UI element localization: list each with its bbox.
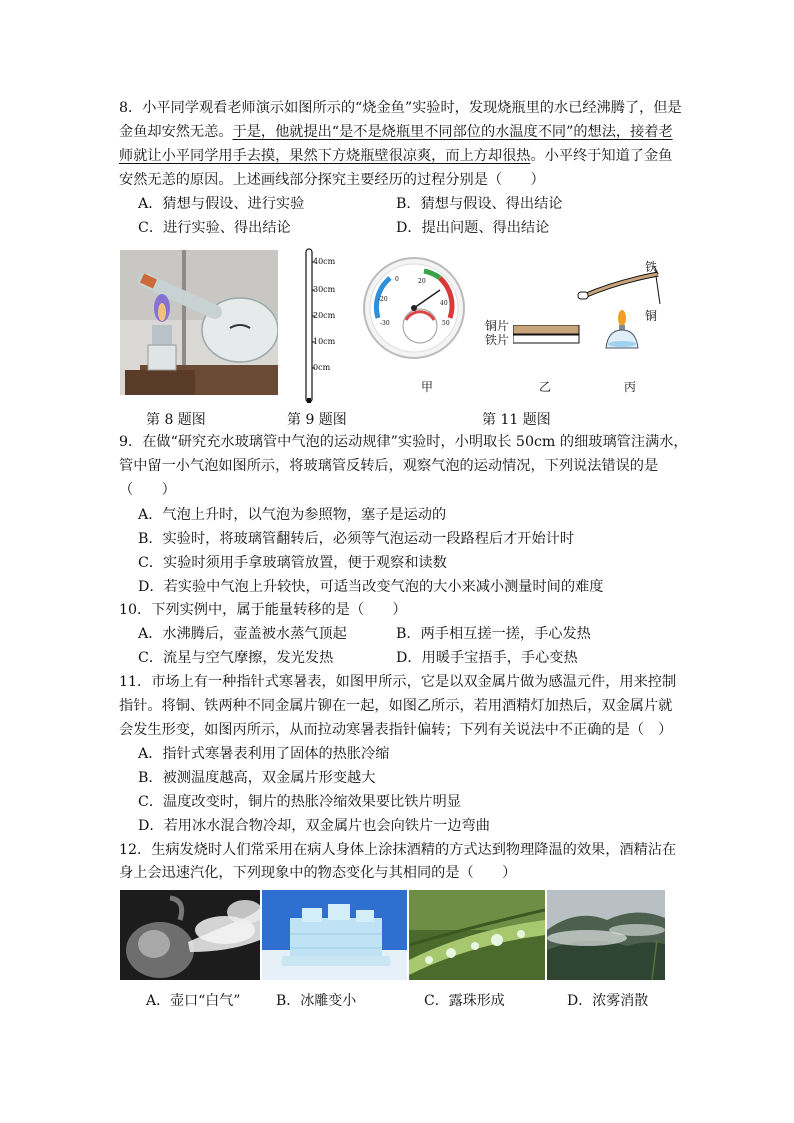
q11-line1: 11．市场上有一种指针式寒暑表，如图甲所示，它是以双金属片做为感温元件，用来控制 xyxy=(119,674,677,690)
q8-line2 xyxy=(119,122,673,142)
q9-line1: 9．在做“研究充水玻璃管中气泡的运动规律”实验时，小明取长 50cm 的细玻璃管注满水， xyxy=(119,434,688,450)
glass-tube-ruler xyxy=(305,248,345,404)
q8-option-c: C．进行实验、得出结论 xyxy=(138,220,291,236)
gauge-label-minus20: -20 xyxy=(378,296,388,303)
gauge-label-50: 50 xyxy=(442,320,450,327)
q9-line3: （ ） xyxy=(119,482,176,498)
ruler-40: 40cm xyxy=(313,257,336,266)
q12-line2: 身上会迅速汽化，下列现象中的物态变化与其相同的是（ ） xyxy=(119,865,517,881)
q10-option-a: A．水沸腾后，壶盖被水蒸气顶起 xyxy=(138,626,347,642)
q9-line2: 管中留一小气泡如图所示，将玻璃管反转后，观察气泡的运动情况，下列说法错误的是 xyxy=(119,458,659,474)
goldfish-flask-photo xyxy=(120,250,278,395)
q12-line1: 12．生病发烧时人们常采用在病人身体上涂抹酒精的方式达到物理降温的效果，酒精沾在 xyxy=(119,842,677,858)
label-copper-sheet: 铜片 xyxy=(485,319,510,333)
hygrothermometer-gauge xyxy=(362,256,466,360)
label-bing: 丙 xyxy=(624,380,637,394)
caption-q9: 第 9 题图 xyxy=(287,412,347,428)
q9-option-b: B．实验时，将玻璃管翻转后，必须等气泡运动一段路程后才开始计时 xyxy=(138,531,575,547)
q9-option-d: D．若实验中气泡上升较快，可适当改变气泡的大小来减小测量时间的难度 xyxy=(138,579,604,595)
q12-option-d: D．浓雾消散 xyxy=(567,993,649,1009)
ruler-20: 20cm xyxy=(313,311,336,320)
q8-line1: 8．小平同学观看老师演示如图所示的“烧金鱼”实验时，发现烧瓶里的水已经沸腾了，但是 xyxy=(119,100,682,116)
q8-line2-a: 金鱼却安然无恙。 xyxy=(119,124,233,140)
label-yi: 乙 xyxy=(539,380,552,394)
gauge-label-minus30: -30 xyxy=(380,320,390,327)
q8-option-b: B．猜想与假设、得出结论 xyxy=(396,196,563,212)
kettle-steam-photo xyxy=(120,890,260,980)
q10-option-d: D．用暖手宝捂手，手心变热 xyxy=(396,650,578,666)
q8-option-a: A．猜想与假设、进行实验 xyxy=(138,196,305,212)
ice-sculpture-photo xyxy=(262,890,407,980)
label-iron: 铁 xyxy=(645,260,658,274)
q10-option-b: B．两手相互搓一搓，手心发热 xyxy=(396,626,591,642)
q8-underline-hypothesis: 于是，他就提出“是不是烧瓶里不同部位的水温度不同”的想法，接着老 xyxy=(232,124,673,140)
gauge-label-20: 20 xyxy=(418,278,426,285)
q8-underline-experiment: 师就让小平同学用手去摸，果然下方烧瓶壁很凉爽，而上方却很热 xyxy=(119,148,531,164)
q8-option-d: D．提出问题、得出结论 xyxy=(396,220,550,236)
label-copper: 铜 xyxy=(645,309,658,323)
ruler-0: 0cm xyxy=(313,363,331,372)
q8-line3-b: 。小平终于知道了金鱼 xyxy=(530,148,673,164)
ruler-10: 10cm xyxy=(313,337,336,346)
ruler-30: 30cm xyxy=(313,285,336,294)
q11-option-b: B．被测温度越高，双金属片形变越大 xyxy=(138,770,376,786)
label-jia: 甲 xyxy=(421,380,434,394)
q12-option-a: A．壶口“白气” xyxy=(146,993,241,1009)
q9-option-c: C．实验时须用手拿玻璃管放置，便于观察和读数 xyxy=(138,555,447,571)
q12-option-b: B．冰雕变小 xyxy=(276,993,357,1009)
q8-line3 xyxy=(119,146,672,166)
gauge-label-40: 40 xyxy=(440,300,448,307)
fog-mountain-photo xyxy=(547,890,665,980)
gauge-label-0: 0 xyxy=(395,276,399,283)
label-iron-sheet: 铁片 xyxy=(485,333,510,347)
q10-option-c: C．流星与空气摩擦，发光发热 xyxy=(138,650,334,666)
q9-option-a: A．气泡上升时，以气泡为参照物，塞子是运动的 xyxy=(138,507,447,523)
caption-q8: 第 8 题图 xyxy=(146,412,206,428)
q11-option-a: A．指针式寒暑表利用了固体的热胀冷缩 xyxy=(138,746,390,762)
q11-line2: 指针。将铜、铁两种不同金属片铆在一起，如图乙所示，若用酒精灯加热后，双金属片就 xyxy=(119,698,673,714)
q8-line4: 安然无恙的原因。上述画线部分探究主要经历的过程分别是（ ） xyxy=(119,172,545,188)
q11-option-c: C．温度改变时，铜片的热胀冷缩效果要比铁片明显 xyxy=(138,794,461,810)
q10-line1: 10．下列实例中，属于能量转移的是（ ） xyxy=(119,602,407,618)
q11-option-d: D．若用冰水混合物冷却，双金属片也会向铁片一边弯曲 xyxy=(138,818,490,834)
heated-bimetal-figure xyxy=(576,262,676,352)
q11-line3: 会发生形变，如图丙所示，从而拉动寒暑表指针偏转；下列有关说法中不正确的是（ ） xyxy=(119,722,673,738)
caption-q11: 第 11 题图 xyxy=(482,412,551,428)
dewdrops-photo xyxy=(409,890,545,980)
bimetallic-strip xyxy=(513,325,580,345)
q12-option-c: C．露珠形成 xyxy=(424,993,505,1009)
